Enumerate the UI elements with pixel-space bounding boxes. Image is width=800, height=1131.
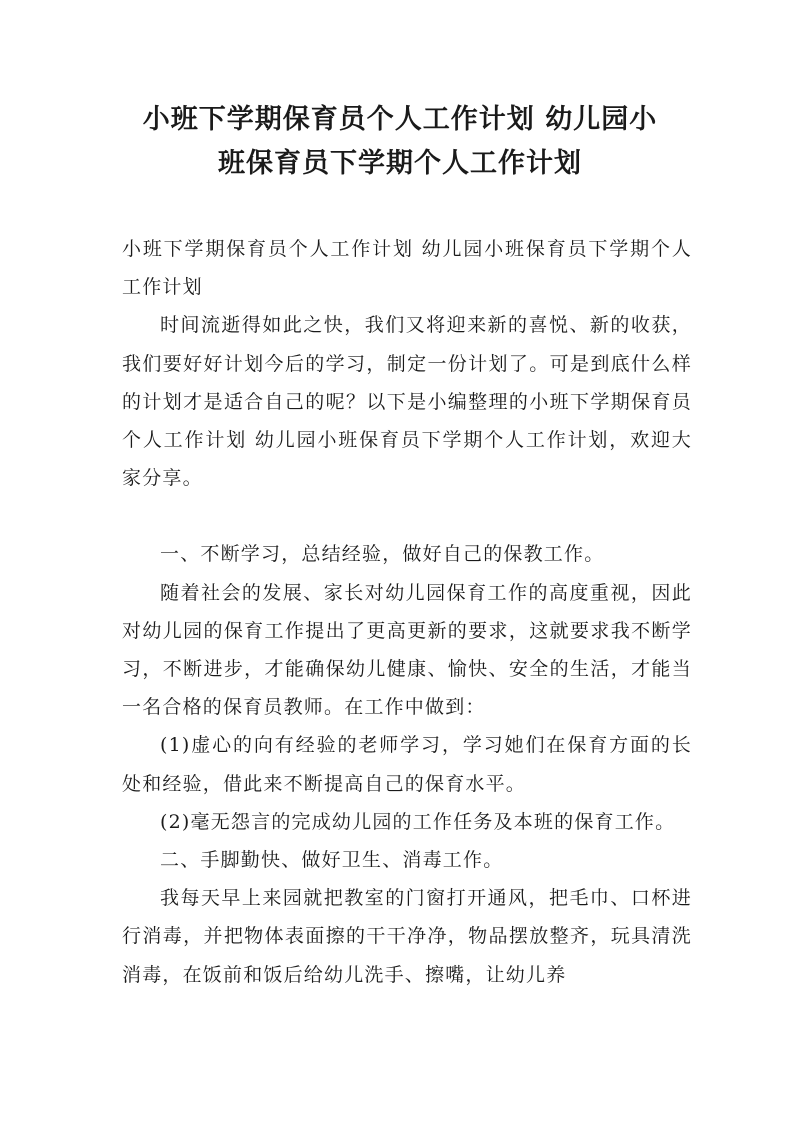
title-line-2: 班保育员下学期个人工作计划 xyxy=(218,148,582,179)
list-item-2: (2)毫无怨言的完成幼儿园的工作任务及本班的保育工作。 xyxy=(160,810,676,833)
body-paragraph: 我每天早上来园就把教室的门窗打开通风，把毛巾、口杯进行消毒，并把物体表面擦的干干净净，物品摆放整齐，玩具清洗消毒，在饭前和饭后给幼儿洗手、擦嘴，让幼儿养 xyxy=(122,887,692,986)
title-line-1: 小班下学期保育员个人工作计划 幼儿园小 xyxy=(142,104,658,135)
list-item-1: (1)虚心的向有经验的老师学习，学习她们在保育方面的长处和经验，借此来不断提高自己的保育水平。 xyxy=(122,734,692,795)
body-paragraph: 随着社会的发展、家长对幼儿园保育工作的高度重视，因此对幼儿园的保育工作提出了更高更新的要求，这就要求我不断学习，不断进步，才能确保幼儿健康、愉快、安全的生活，才能当一名合格的保育员教师。在工作中做到： xyxy=(122,581,692,719)
intro-paragraph: 时间流逝得如此之快，我们又将迎来新的喜悦、新的收获，我们要好好计划今后的学习，制定一份计划了。可是到底什么样的计划才是适合自己的呢？以下是小编整理的小班下学期保育员个人工作计划 幼儿园小班保育员下学期个人工作计划，欢迎大家分享。 xyxy=(122,314,692,490)
document-body xyxy=(122,230,692,994)
section-heading-2: 二、手脚勤快、做好卫生、消毒工作。 xyxy=(160,849,504,872)
subtitle-paragraph: 小班下学期保育员个人工作计划 幼儿园小班保育员下学期个人工作计划 xyxy=(122,238,692,299)
paragraph-gap xyxy=(122,497,692,535)
document-title xyxy=(100,98,700,186)
section-heading-1: 一、不断学习，总结经验，做好自己的保教工作。 xyxy=(160,543,605,566)
